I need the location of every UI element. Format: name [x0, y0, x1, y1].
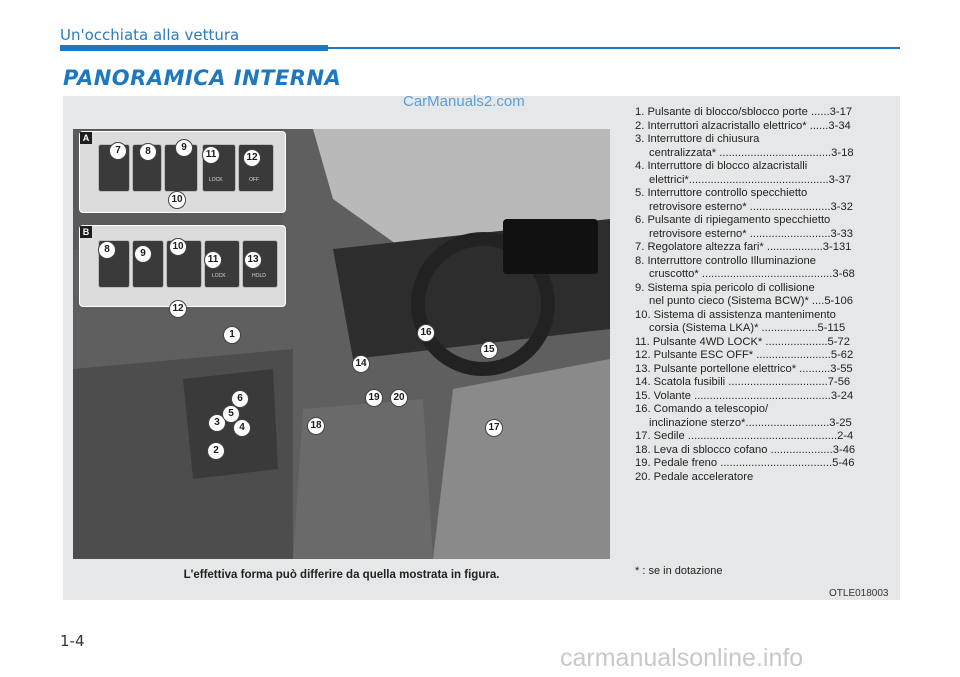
- list-item: 3. Interruttore di chiusura centralizzata* ....................................3-18: [635, 133, 854, 159]
- page-number: 1-4: [60, 632, 85, 650]
- callout-a-10: 10: [169, 192, 185, 208]
- list-item: 19. Pedale freno ....................................5-46: [635, 457, 855, 469]
- list-item: 12. Pulsante ESC OFF* ........................5-62: [635, 349, 854, 361]
- callout-b-9: 9: [135, 246, 151, 262]
- callout-main-17: 17: [486, 420, 502, 436]
- list-item: 9. Sistema spia pericolo di collisione nel punto cieco (Sistema BCW)* ....5-106: [635, 281, 853, 307]
- callout-b-13: 13: [245, 252, 261, 268]
- list-item: 15. Volante ............................................3-24: [635, 389, 854, 402]
- callout-main-20: 20: [391, 390, 407, 406]
- callout-main-4: 4: [234, 420, 250, 436]
- figure-caption: L'effettiva forma può differire da quella mostrata in figura.: [183, 569, 500, 581]
- list-item: 14. Scatola fusibili ................................7-56: [635, 376, 851, 388]
- header-rule-thick: [60, 45, 328, 51]
- optional-note: * : se in dotazione: [635, 565, 723, 577]
- callout-b-11: 11: [205, 252, 221, 268]
- callout-a-7: 7: [110, 143, 126, 159]
- inset-a-letter: A: [80, 132, 92, 144]
- inset-b-letter: B: [80, 226, 92, 238]
- list-item: 16. Comando a telescopio/ inclinazione sterzo*...........................3-25: [635, 403, 852, 429]
- watermark-bottom[interactable]: carmanualsonline.info: [560, 644, 804, 672]
- label-lock-b: LOCK: [212, 273, 226, 279]
- callout-main-15: 15: [481, 342, 497, 358]
- page-title: PANORAMICA INTERNA: [63, 66, 342, 90]
- callout-main-19: 19: [366, 390, 382, 406]
- list-item: 7. Regolatore altezza fari* ..................3-131: [635, 241, 852, 253]
- list-item: 2. Interruttori alzacristallo elettrico* ......3-34: [635, 119, 851, 132]
- list-item: 5. Interruttore controllo specchietto retrovisore esterno* ..........................3-32: [635, 187, 853, 213]
- image-code: OTLE018003: [829, 588, 889, 599]
- component-list: [635, 106, 890, 484]
- list-item: 4. Interruttore di blocco alzacristalli elettrici*.............................................3-37: [635, 160, 852, 186]
- label-lock-a: LOCK: [209, 177, 223, 183]
- list-item: 8. Interruttore controllo Illuminazione cruscotto* ..........................................3-68: [635, 254, 855, 280]
- callout-b-10: 10: [170, 239, 186, 255]
- callout-a-12: 12: [244, 150, 260, 166]
- list-item: 18. Leva di sblocco cofano ....................3-46: [635, 443, 856, 456]
- callout-a-11: 11: [203, 147, 219, 163]
- callout-b-12: 12: [170, 301, 186, 317]
- callout-main-14: 14: [353, 356, 369, 372]
- callout-b-8: 8: [99, 242, 115, 258]
- label-hold-b: HOLD: [252, 273, 266, 279]
- callout-main-2: 2: [208, 443, 224, 459]
- callout-a-9: 9: [176, 140, 192, 156]
- callout-main-3: 3: [209, 415, 225, 431]
- watermark-top[interactable]: CarManuals2.com: [403, 93, 525, 110]
- header-rule-thin: [328, 47, 900, 49]
- label-off-a: OFF: [249, 177, 259, 183]
- callout-main-16: 16: [418, 325, 434, 341]
- callout-main-18: 18: [308, 418, 324, 434]
- list-item: 10. Sistema di assistenza mantenimento corsia (Sistema LKA)* ..................5-115: [635, 308, 846, 334]
- callout-main-5: 5: [223, 406, 239, 422]
- list-item: 6. Pulsante di ripiegamento specchietto retrovisore esterno* ..........................3-33: [635, 214, 853, 240]
- list-item: 17. Sedile ................................................2-4: [635, 430, 854, 442]
- interior-photo: [73, 129, 610, 559]
- callout-main-1: 1: [224, 327, 240, 343]
- callout-a-8: 8: [140, 144, 156, 160]
- list-item: 1. Pulsante di blocco/sblocco porte ......3-17: [635, 106, 853, 118]
- section-header: Un'occhiata alla vettura: [60, 26, 240, 44]
- list-item: 11. Pulsante 4WD LOCK* ....................5-72: [635, 335, 850, 348]
- list-item: 20. Pedale acceleratore: [635, 470, 754, 483]
- list-item: 13. Pulsante portellone elettrico* ..........3-55: [635, 362, 853, 375]
- callout-main-6: 6: [232, 391, 248, 407]
